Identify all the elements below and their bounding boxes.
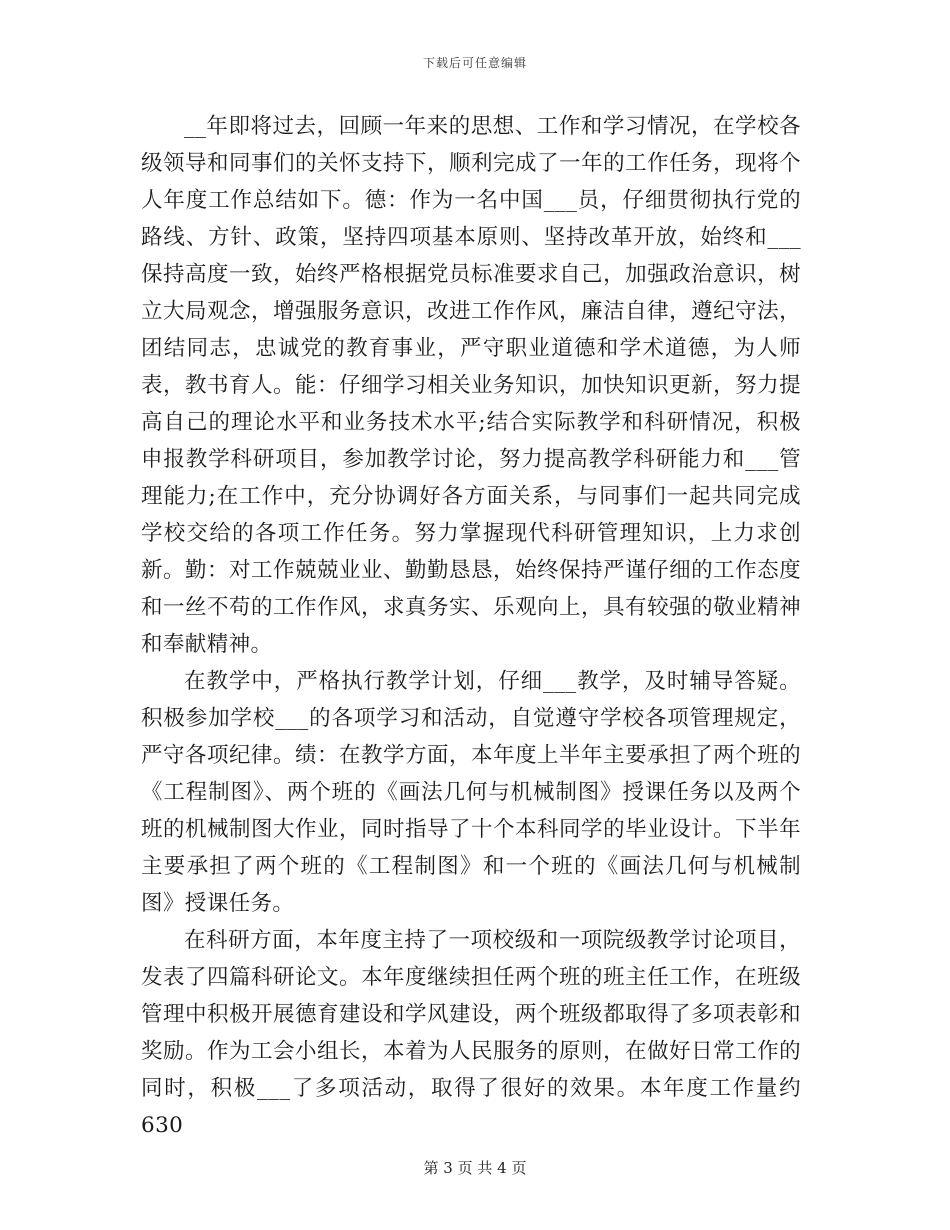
paragraph-3: 在科研方面，本年度主持了一项校级和一项院级教学讨论项目，发表了四篇科研论文。本年度继续担任两个班的班主任工作，在班级管理中积极开展德育建设和学风建设，两个班级都取得了多项表彰和奖励。作为工会小组长，本着为人民服务的原则，在做好日常工作的同时，积极___了多项活动，取得了很好的效果。本年度工作量约630 <box>141 928 801 1138</box>
paragraph-1: __年即将过去，回顾一年来的思想、工作和学习情况，在学校各级领导和同事们的关怀支持下，顺利完成了一年的工作任务，现将个人年度工作总结如下。德：作为一名中国___员，仔细贯彻执行党的路线、方针、政策，坚持四项基本原则、坚持改革开放，始终和___保持高度一致，始终严格根据党员标准要求自己，加强政治意识，树立大局观念，增强服务意识，改进工作作风，廉洁自律，遵纪守法，团结同志，忠诚党的教育事业，严守职业道德和学术道德，为人师表，教书育人。能：仔细学习相关业务知识，加快知识更新，努力提高自己的理论水平和业务技术水平;结合实际教学和科研情况，积极申报教学科研项目，参加教学讨论，努力提高教学科研能力和___管理能力;在工作中，充分协调好各方面关系，与同事们一起共同完成学校交给的各项工作任务。努力掌握现代科研管理知识，上力求创新。勤：对工作兢兢业业、勤勤恳恳，始终保持严谨仔细的工作态度和一丝不苟的工作作风，求真务实、乐观向上，具有较强的敬业精神和奉献精神。 <box>141 114 801 657</box>
paragraph-2: 在教学中，严格执行教学计划，仔细___教学，及时辅导答疑。积极参加学校___的各项学习和活动，自觉遵守学校各项管理规定，严守各项纪律。绩：在教学方面，本年度上半年主要承担了两个班的《工程制图》、两个班的《画法几何与机械制图》授课任务以及两个班的机械制图大作业，同时指导了十个本科同学的毕业设计。下半年主要承担了两个班的《工程制图》和一个班的《画法几何与机械制图》授课任务。 <box>141 669 801 916</box>
document-body <box>141 108 801 1144</box>
page-number-footer: 第 3 页 共 4 页 <box>423 1159 527 1177</box>
page-header-note: 下载后可任意编辑 <box>422 56 527 70</box>
